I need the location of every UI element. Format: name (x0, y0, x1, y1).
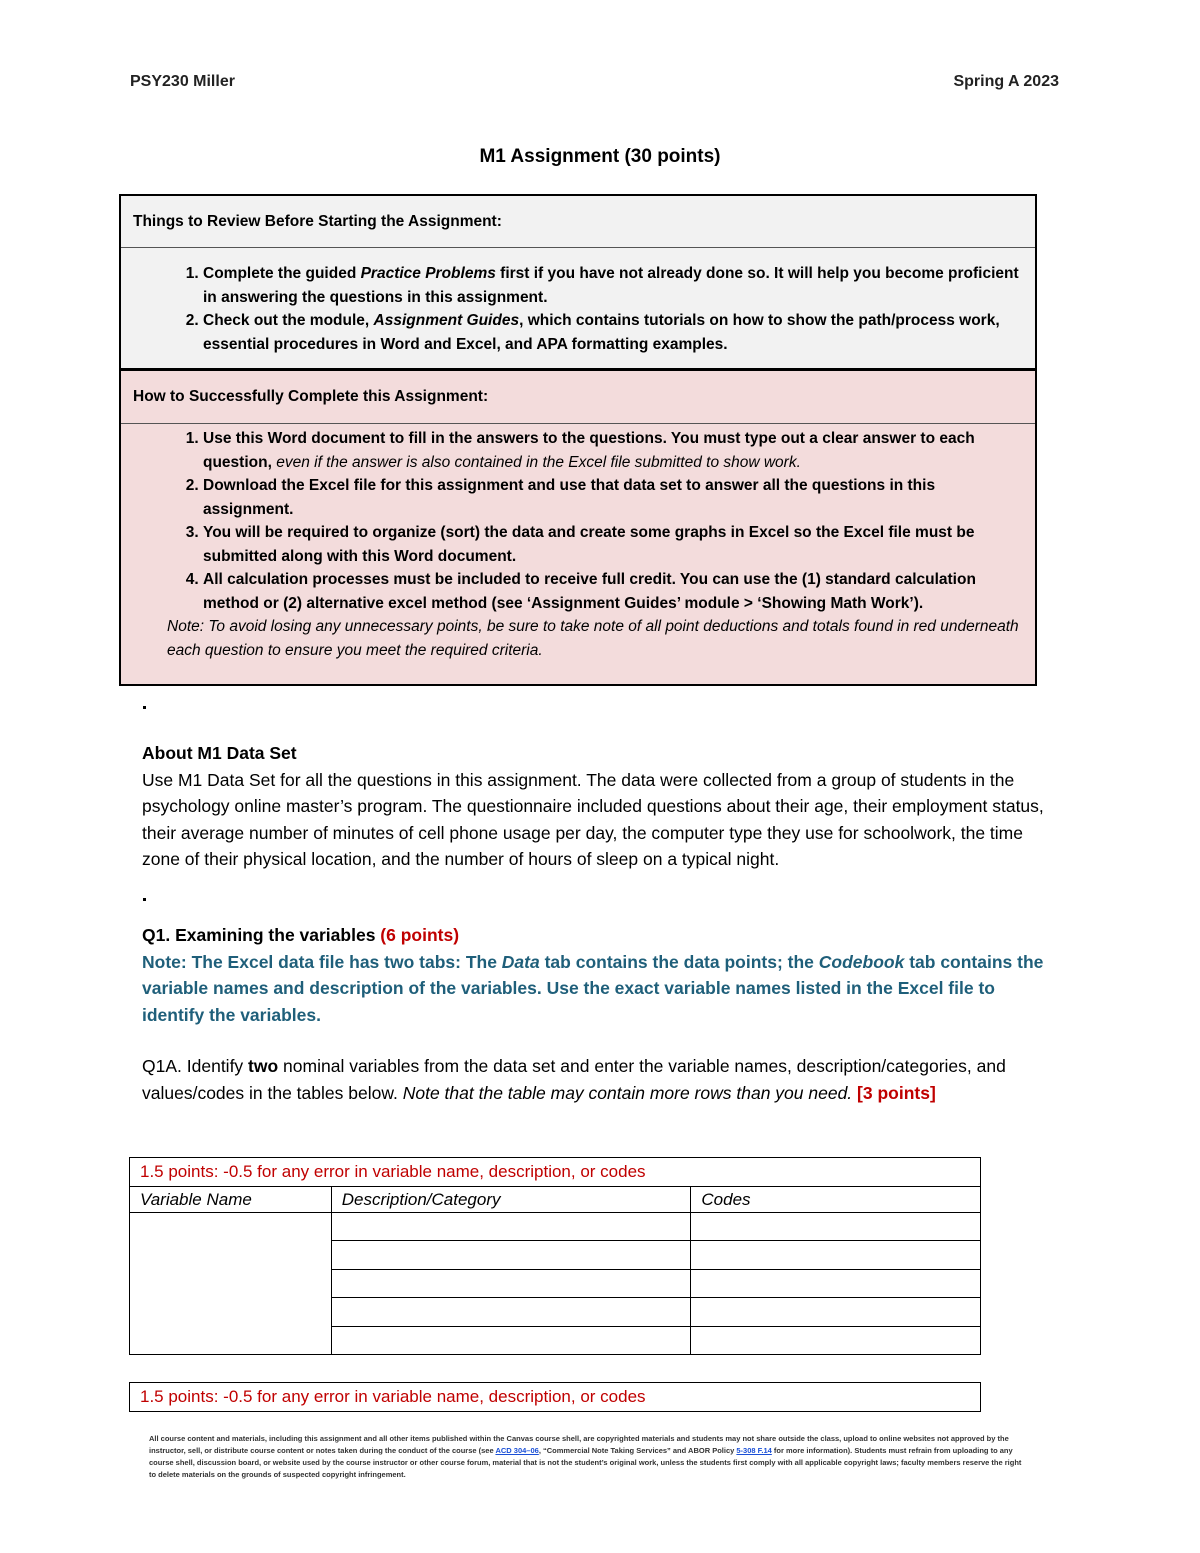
table-criteria-row (130, 1383, 981, 1412)
about-text: Use M1 Data Set for all the questions in this assignment. The data were collected from a group of students in the psychology online master’s program. The questionnaire included questions about their age, their employment status, their average number of minutes of cell phone usage per day, the computer type they use for schoolwork, the time zone of their physical location, and the number of hours of sleep on a typical night. (142, 769, 1044, 869)
description-cell[interactable] (331, 1298, 691, 1327)
description-cell[interactable] (331, 1213, 691, 1241)
success-item-3: 3. You will be required to organize (sort) the data and create some graphs in Excel so the Excel file must be submitted along with this Word document. (203, 521, 1025, 568)
review-box-heading: Things to Review Before Starting the Assignment: (121, 196, 1035, 248)
variable-name-cell[interactable] (130, 1213, 332, 1355)
column-header-codes: Codes (691, 1187, 981, 1213)
success-item-1: 1. Use this Word document to fill in the answers to the questions. You must type out a clear answer to each question, even if the answer is also contained in the Excel file submitted to show work. (203, 427, 1025, 474)
success-item-4: 4. All calculation processes must be included to receive full credit. You can use the (1) standard calculation method or (2) alternative excel method (see ‘Assignment Guides’ module > ‘Showing Math Work’). (203, 568, 1025, 615)
table-criteria-row (130, 1158, 981, 1187)
header-term: Spring A 2023 (953, 73, 1059, 90)
review-item-2: 2. Check out the module, Assignment Guides, which contains tutorials on how to show the path/process work, essential procedures in Word and Excel, and APA formatting examples. (203, 309, 1025, 356)
table-criteria: 1.5 points: -0.5 for any error in variable name, description, or codes (130, 1383, 981, 1412)
review-box (119, 194, 1037, 370)
codes-cell[interactable] (691, 1270, 981, 1298)
review-list (121, 248, 1035, 356)
table-criteria: 1.5 points: -0.5 for any error in variable name, description, or codes (130, 1158, 981, 1187)
policy-link-abor[interactable]: 5-308 F.14 (736, 1446, 772, 1455)
header-course: PSY230 Miller (130, 73, 235, 90)
description-cell[interactable] (331, 1270, 691, 1298)
table-row (130, 1213, 981, 1241)
review-item-1: 1. Complete the guided Practice Problems first if you have not already done so. It will help you become proficient in answering the questions in this assignment. (203, 262, 1025, 309)
success-item-2: 2. Download the Excel file for this assignment and use that data set to answer all the questions in this assignment. (203, 474, 1025, 521)
about-section (142, 740, 1062, 873)
codes-cell[interactable] (691, 1327, 981, 1355)
about-heading: About M1 Data Set (142, 743, 297, 763)
bullet-mark (143, 898, 146, 901)
codes-cell[interactable] (691, 1298, 981, 1327)
nominal-variable-table-1 (129, 1157, 981, 1355)
codes-cell[interactable] (691, 1213, 981, 1241)
page-title: M1 Assignment (30 points) (479, 146, 721, 167)
table-header-row (130, 1187, 981, 1213)
policy-link-acd[interactable]: ACD 304–06 (495, 1446, 539, 1455)
q1-heading: Q1. Examining the variables (6 points) (142, 925, 460, 945)
description-cell[interactable] (331, 1241, 691, 1270)
copyright-footer: All course content and materials, including this assignment and all other items published within the Canvas course shell, are copyrighted materials and students may not share outside the class, upload to online websites not approved by the instructor, sell, or distribute course content or notes taken during the conduct of the course (see ACD 304–06, “Commercial Note Taking Services” and ABOR Policy 5-308 F.14 for more information). Students must refrain from uploading to any course shell, discussion board, or website used by the course instructor or other course forum, material that is not the student’s original work, unless the students first comply with all applicable copyright laws; faculty members reserve the right to delete materials on the grounds of suspected copyright infringement. (149, 1434, 1022, 1479)
description-cell[interactable] (331, 1327, 691, 1355)
success-note: Note: To avoid losing any unnecessary points, be sure to take note of all point deductions and totals found in red underneath each question to ensure you meet the required criteria. (167, 618, 1019, 659)
success-box-heading: How to Successfully Complete this Assignment: (121, 371, 1035, 424)
bullet-mark (143, 706, 146, 709)
column-header-variable-name: Variable Name (130, 1187, 332, 1213)
q1-note: Note: The Excel data file has two tabs: The Data tab contains the data points; the Codebook tab contains the variable names and description of the variables. Use the exact variable names listed in the Excel file to identify the variables. (142, 951, 1044, 1025)
q1-points: (6 points) (380, 925, 460, 945)
success-box (119, 369, 1037, 686)
q1a-label: Q1A (142, 1056, 178, 1076)
q1a-points: [3 points] (857, 1082, 936, 1103)
q1a-section: Q1A. Identify two nominal variables from the data set and enter the variable names, description/categories, and values/codes in the tables below. Note that the table may contain more rows than you need. [3 points] (142, 1056, 1006, 1103)
column-header-description: Description/Category (331, 1187, 691, 1213)
q1-section (142, 922, 1062, 1028)
success-list (121, 424, 1035, 615)
codes-cell[interactable] (691, 1241, 981, 1270)
nominal-variable-table-2 (129, 1382, 981, 1412)
